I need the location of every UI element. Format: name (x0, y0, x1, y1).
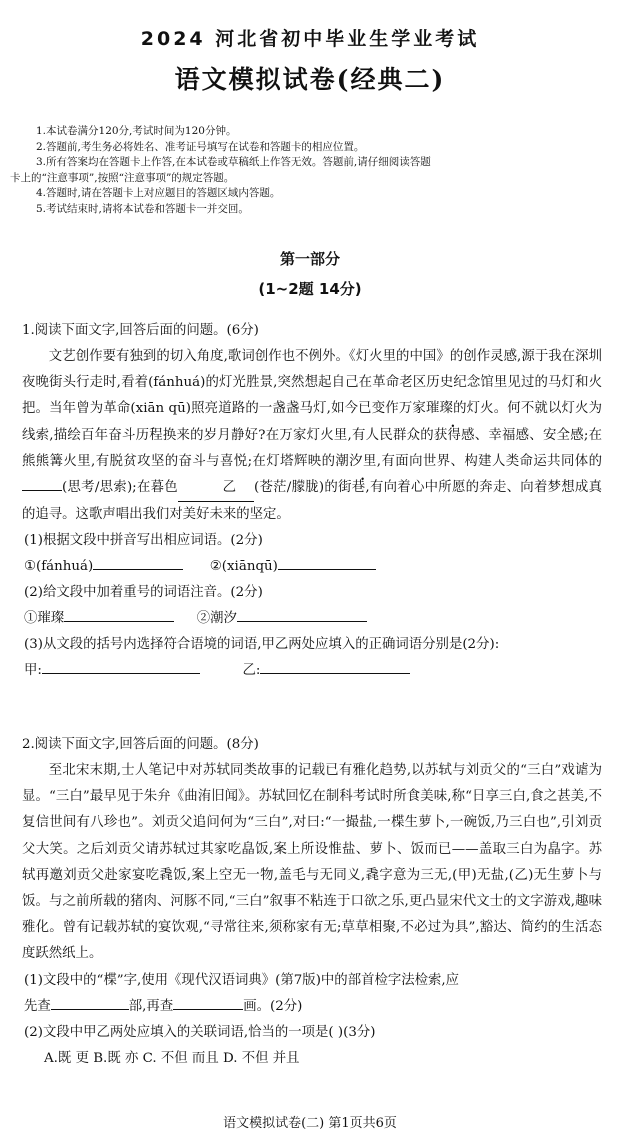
part-subtitle: (1~2题 14分) (258, 280, 362, 298)
emphasis-word: 潮汐 (335, 453, 363, 469)
question-1-heading: 1.阅读下面文字,回答后面的问题。(6分) (22, 323, 259, 338)
answer-blank[interactable] (64, 607, 174, 622)
page-footer: 语文模拟试卷(二) 第1页共6页 (223, 1116, 397, 1131)
answer-blank[interactable] (278, 555, 376, 570)
question-1 (22, 318, 602, 684)
question-2-passage: 至北宋末期,士人笔记中对苏轼同类故事的记载已有雅化趋势,以苏轼与刘贡父的“三白”戏谑为显。“三白”最早见于朱弁《曲洧旧闻》。苏轼回忆在制科考试时所食美味,称“日享三白,食之甚美,不复信世间有八珍也”。刘贡父追问何为“三白”,对曰:“一撮盐,一楪生萝卜,一碗饭,乃三白也”,引刘贡父大笑。之后刘贡父请苏轼过其家吃皛饭,案上所设惟盐、萝卜、饭而已——盖取三白为皛字。苏轼再邀刘贡父赴家宴吃毳饭,案上空无一物,盖毛与无同义,毳字意为三无,(甲)无盐,(乙)无生萝卜与饭。与之前所载的猪肉、河豚不同,“三白”叙事不粘连于口欲之乐,更凸显宋代文士的文字游戏,趣味雅化。曾有记载苏轼的宴饮观,“寻常往来,须称家有无;草草相聚,不必过为具”,豁达、简约的生活态度跃然纸上。 (22, 763, 602, 962)
answer-line: 甲: 乙: (22, 658, 602, 684)
question-2 (22, 732, 602, 1072)
answer-blank[interactable] (42, 659, 200, 674)
answer-line: 先查 部,再查 画。(2分) (22, 994, 602, 1020)
sub-question: (2)给文段中加着重号的词语注音。(2分) (24, 585, 263, 601)
answer-options[interactable]: A.既 更 B.既 亦 C. 不但 而且 D. 不但 并且 (44, 1050, 300, 1066)
notice-item: 3.所有答案均在答题卡上作答,在本试卷或草稿纸上作答无效。答题前,请仔细阅读答题 (36, 156, 431, 169)
paper-title: 语文模拟试卷(经典二) (174, 65, 446, 94)
sub-question: (1)文段中的“楪”字,使用《现代汉语词典》(第7版)中的部首检字法检索,应 (24, 972, 460, 988)
question-1-passage: 文艺创作要有独到的切入角度,歌词创作也不例外。《灯火里的中国》的创作灵感,源于我在深圳夜晚街头行走时,看着(fánhuá)的灯光胜景,突然想起自己在革命老区历史纪念馆里见过的马灯和火把。当年曾为革命(xiān qū)照亮道路的一盏盏马灯,如今已变作万家璀璨的灯火。何不就以灯火为线索,描绘百年奋斗历程换来的岁月静好?在万家灯火里,有人民群众的获得感、幸福感、安全感;在熊熊篝火里,有脱贫攻坚的奋斗与喜悦;在灯塔辉映的潮汐里,有面向世界、构建人类命运共同体的(思考/思索);在暮色 乙 (苍茫/朦胧)的街巷,有向着心中所愿的奔走、向着梦想成真的追寻。这歌声唱出我们对美好未来的坚定。 (22, 349, 602, 523)
blank-jia (22, 476, 62, 491)
answer-blank[interactable] (51, 995, 129, 1010)
notice-item: 卡上的“注意事项”,按照“注意事项”的规定答题。 (10, 171, 235, 184)
answer-blank[interactable] (93, 555, 183, 570)
notice-item: 5.考试结束时,请将本试卷和答题卡一并交回。 (36, 202, 249, 215)
answer-blank[interactable] (260, 659, 410, 674)
sub-question: (2)文段中甲乙两处应填入的关联词语,恰当的一项是( )(3分) (24, 1024, 376, 1040)
question-2-heading: 2.阅读下面文字,回答后面的问题。(8分) (22, 737, 259, 752)
answer-line: ①(fánhuá) ②(xiānqū) (22, 554, 602, 580)
emphasis-word: 璀璨 (425, 401, 454, 417)
answer-blank[interactable] (237, 607, 367, 622)
answer-line: ①璀璨 ②潮汐 (22, 606, 602, 632)
sub-question: (3)从文段的括号内选择符合语境的词语,甲乙两处应填入的正确词语分别是(2分): (24, 637, 500, 653)
notice-item: 4.答题时,请在答题卡上对应题目的答题区域内答题。 (36, 187, 281, 200)
sub-question: (1)根据文段中拼音写出相应词语。(2分) (24, 533, 263, 549)
exam-title: 2024 河北省初中毕业生学业考试 (140, 28, 480, 50)
notice-item: 2.答题前,考生务必将姓名、准考证号填写在试卷和答题卡的相应位置。 (36, 140, 365, 153)
notice-item: 1.本试卷满分120分,考试时间为120分钟。 (36, 125, 237, 137)
part-title: 第一部分 (279, 250, 340, 268)
answer-blank[interactable] (173, 995, 243, 1010)
blank-yi: 乙 (178, 475, 254, 502)
notice-list (10, 124, 596, 218)
